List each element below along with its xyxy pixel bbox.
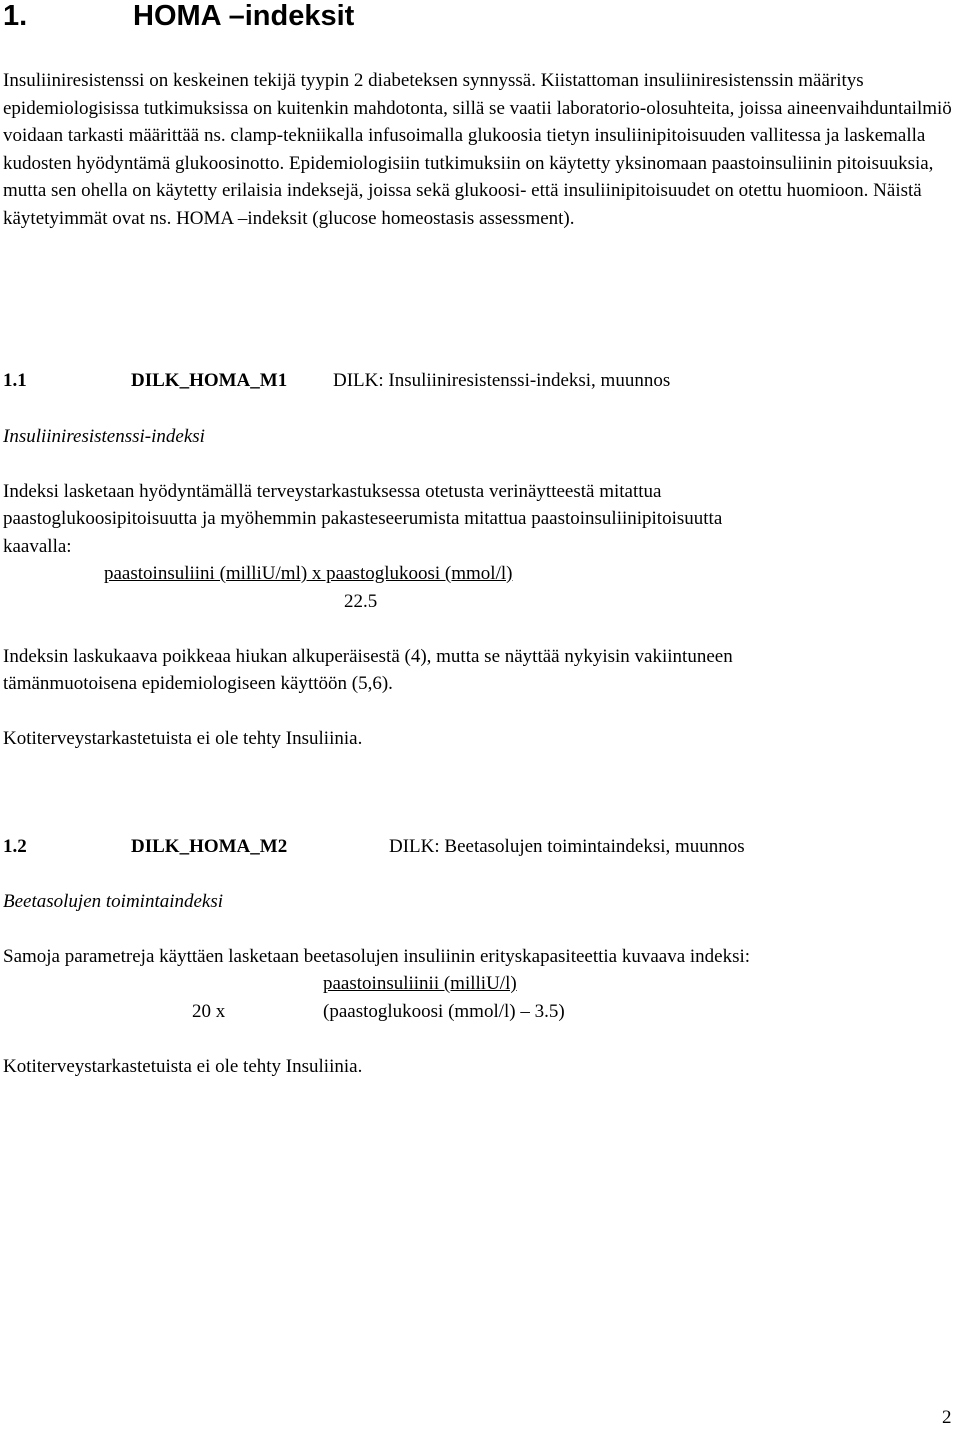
heading-title: HOMA –indeksit — [133, 0, 355, 32]
section-1-description: DILK: Insuliiniresistenssi-indeksi, muunnos — [333, 370, 671, 391]
intro-paragraph: Insuliiniresistenssi on keskeinen tekijä tyypin 2 diabeteksen synnyssä. Kiistattoman insuliiniresistenssin määritys epidemiologisissa tutkimuksissa on kuitenkin mahdotonta, sillä se vaatii laboratorio-olosuhteita, joissa aineenvaihduntailmiö voidaan tarkasti määrittää ns. clamp-tekniikalla infusoimalla glukoosia tietyn insuliinipitoisuuden vallitessa ja laskemalla kudosten hyödyntämä glukoosinotto. Epidemiologisiin tutkimuksiin on käytetty yksinomaan paastoinsuliinin pitoisuuksia, mutta sen ohella on käytetty erilaisia indeksejä, joissa sekä glukoosi- että insuliinipitoisuudet on otettu huomioon. Näistä käytetyimmät ovat ns. HOMA –indeksit (glucose homeostasis assessment). — [3, 70, 952, 229]
section-1-number: 1.1 — [3, 370, 27, 391]
heading-number: 1. — [3, 0, 28, 32]
section-1-text-line-1: Indeksi lasketaan hyödyntämällä terveystarkastuksessa otetusta verinäytteestä mitattua — [3, 481, 662, 502]
section-2-subtitle: Beetasolujen toimintaindeksi — [3, 891, 224, 912]
page-number: 2 — [942, 1407, 952, 1428]
section-1-formula-numerator: paastoinsuliini (milliU/ml) x paastoglukoosi (mmol/l) — [104, 563, 513, 584]
section-2-formula-denominator: (paastoglukoosi (mmol/l) – 3.5) — [323, 1001, 565, 1022]
section-2-description: DILK: Beetasolujen toimintaindeksi, muunnos — [389, 836, 745, 857]
section-1-text-line-2: paastoglukoosipitoisuutta ja myöhemmin pakasteseerumista mitattua paastoinsuliinipitoisuutta — [3, 508, 723, 529]
section-2-text-line-1: Samoja parametreja käyttäen lasketaan beetasolujen insuliinin erityskapasiteettia kuvaava indeksi: — [3, 946, 751, 967]
section-1-note-line-2: tämänmuotoisena epidemiologiseen käyttöön (5,6). — [3, 673, 393, 694]
section-1-code: DILK_HOMA_M1 — [131, 370, 288, 391]
section-1-note-line-1: Indeksin laskukaava poikkeaa hiukan alkuperäisestä (4), mutta se näyttää nykyisin vakiintuneen — [3, 646, 733, 667]
section-2-formula-multiplier: 20 x — [192, 1001, 226, 1022]
section-2-code: DILK_HOMA_M2 — [131, 836, 288, 857]
section-2-number: 1.2 — [3, 836, 27, 857]
section-1-text-line-3: kaavalla: — [3, 536, 72, 557]
page-heading — [3, 0, 354, 33]
section-1-formula-denominator: 22.5 — [344, 591, 378, 612]
section-2-formula-numerator: paastoinsuliinii (milliU/l) — [323, 973, 517, 994]
section-1-footer: Kotiterveystarkastetuista ei ole tehty Insuliinia. — [3, 728, 363, 749]
section-2-footer: Kotiterveystarkastetuista ei ole tehty Insuliinia. — [3, 1056, 363, 1077]
section-1-subtitle: Insuliiniresistenssi-indeksi — [3, 426, 205, 447]
